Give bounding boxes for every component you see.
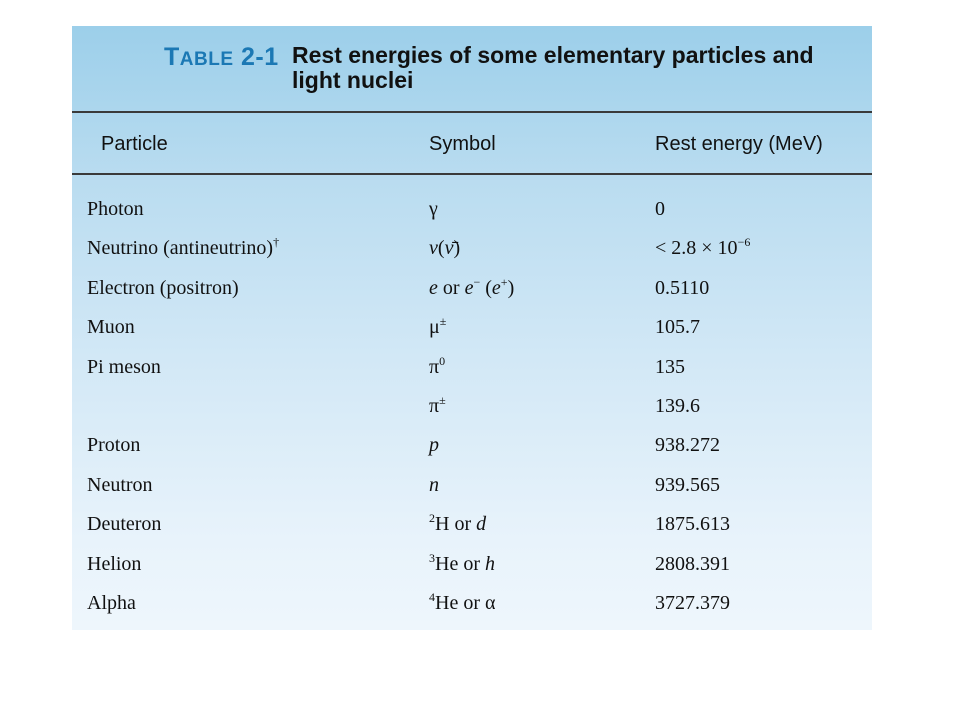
cell-rest-energy: < $2.8 \times 10^{-6}$ [655, 235, 751, 260]
cell-particle: Neutrino (antineutrino)† [87, 235, 280, 260]
header-rest-energy: Rest energy (MeV) [655, 133, 823, 155]
table-panel [72, 26, 872, 630]
header-rule [72, 173, 872, 175]
cell-particle: Photon [87, 198, 144, 220]
cell-symbol: $^3$He or h [429, 550, 495, 575]
table-row [72, 586, 872, 622]
table-row [72, 310, 872, 346]
cell-particle: Helion [87, 552, 142, 575]
top-rule [72, 111, 872, 113]
table-row [72, 547, 872, 583]
cell-particle: Proton [87, 434, 141, 457]
table-row [72, 428, 872, 464]
cell-rest-energy: 0 [655, 198, 665, 220]
cell-symbol: γ [429, 198, 438, 220]
cell-symbol: π± [429, 393, 446, 417]
header-symbol: Symbol [429, 133, 496, 155]
table-row [72, 231, 872, 267]
table-row [72, 468, 872, 504]
cell-rest-energy: 938.272 [655, 434, 720, 457]
cell-symbol: $\pi^0$ [429, 353, 446, 378]
cell-symbol: $^4$He or α [429, 590, 496, 614]
cell-rest-energy: 1875.613 [655, 513, 730, 536]
cell-particle: Alpha [87, 592, 136, 614]
cell-symbol: μ± [429, 314, 447, 339]
cell-rest-energy: 3727.379 [655, 592, 730, 614]
cell-symbol: $^2$H or d [429, 511, 487, 536]
table-row [72, 271, 872, 307]
cell-particle: Pi meson [87, 355, 161, 378]
cell-rest-energy: 0.5110 [655, 276, 710, 299]
cell-rest-energy: 105.7 [655, 316, 700, 339]
cell-symbol: p [429, 434, 439, 457]
table-row [72, 192, 872, 228]
cell-rest-energy: 2808.391 [655, 552, 730, 575]
cell-symbol: e or e− (e+) [429, 274, 515, 299]
cell-particle: Muon [87, 316, 135, 339]
cell-particle: Neutron [87, 473, 153, 496]
cell-symbol: ν(ν̄) [429, 237, 461, 260]
table-title: Rest energies of some elementary particles and light nuclei [292, 42, 814, 93]
table-row [72, 389, 872, 425]
table-row [72, 507, 872, 543]
table-label: TABLE 2-1 [164, 43, 279, 71]
header-particle: Particle [101, 133, 168, 155]
cell-rest-energy: 139.6 [655, 395, 700, 417]
cell-rest-energy: 939.565 [655, 473, 720, 496]
cell-rest-energy: 135 [655, 355, 685, 378]
cell-symbol: n [429, 473, 439, 496]
cell-particle: Deuteron [87, 513, 162, 536]
table-row [72, 350, 872, 386]
cell-particle: Electron (positron) [87, 276, 239, 299]
